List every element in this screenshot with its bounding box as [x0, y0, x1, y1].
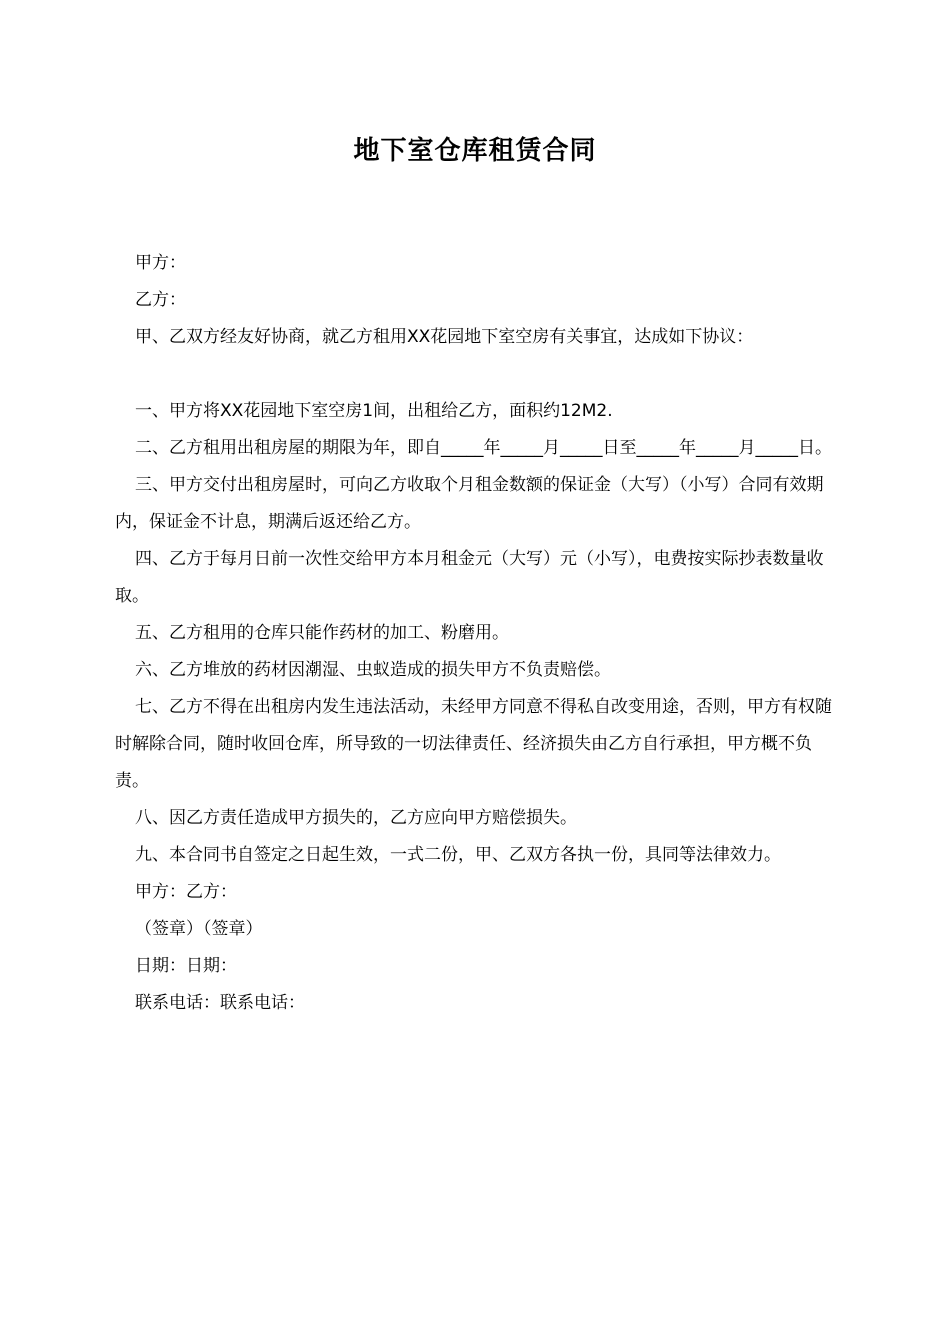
signature-phone: 联系电话：联系电话： [135, 993, 305, 1013]
clause-1: 一、甲方将XX花园地下室空房1间，出租给乙方，面积约12M2. [135, 401, 613, 421]
clause-4: 四、乙方于每月日前一次性交给甲方本月租金元（大写）元（小写），电费按实际抄表数量收取。 [115, 549, 824, 606]
document-title: 地下室仓库租赁合同 [353, 136, 597, 166]
party-b-line: 乙方： [135, 290, 186, 310]
clause-8: 八、因乙方责任造成甲方损失的，乙方应向甲方赔偿损失。 [135, 808, 577, 828]
clause-5: 五、乙方租用的仓库只能作药材的加工、粉磨用。 [135, 623, 509, 643]
document-body [115, 245, 837, 1022]
clause-3: 三、甲方交付出租房屋时，可向乙方收取个月租金数额的保证金（大写）（小写）合同有效期内，保证金不计息，期满后返还给乙方。 [115, 475, 824, 532]
clause-7: 七、乙方不得在出租房内发生违法活动，未经甲方同意不得私自改变用途，否则，甲方有权随时解除合同，随时收回仓库，所导致的一切法律责任、经济损失由乙方自行承担，甲方概不负责。 [115, 697, 832, 791]
signature-parties: 甲方：乙方： [135, 882, 237, 902]
intro-paragraph: 甲、乙双方经友好协商，就乙方租用XX花园地下室空房有关事宜，达成如下协议： [135, 327, 754, 347]
party-a-line: 甲方： [135, 253, 186, 273]
signature-seal: （签章）（签章） [135, 919, 263, 939]
signature-date: 日期：日期： [135, 956, 237, 976]
clause-2: 二、乙方租用出租房屋的期限为年，即自_____年_____月_____日至_____年_____月_____日。 [135, 438, 832, 458]
signature-block [115, 874, 837, 1022]
clause-9: 九、本合同书自签定之日起生效，一式二份，甲、乙双方各执一份，具同等法律效力。 [135, 845, 781, 865]
clause-6: 六、乙方堆放的药材因潮湿、虫蚁造成的损失甲方不负责赔偿。 [135, 660, 611, 680]
